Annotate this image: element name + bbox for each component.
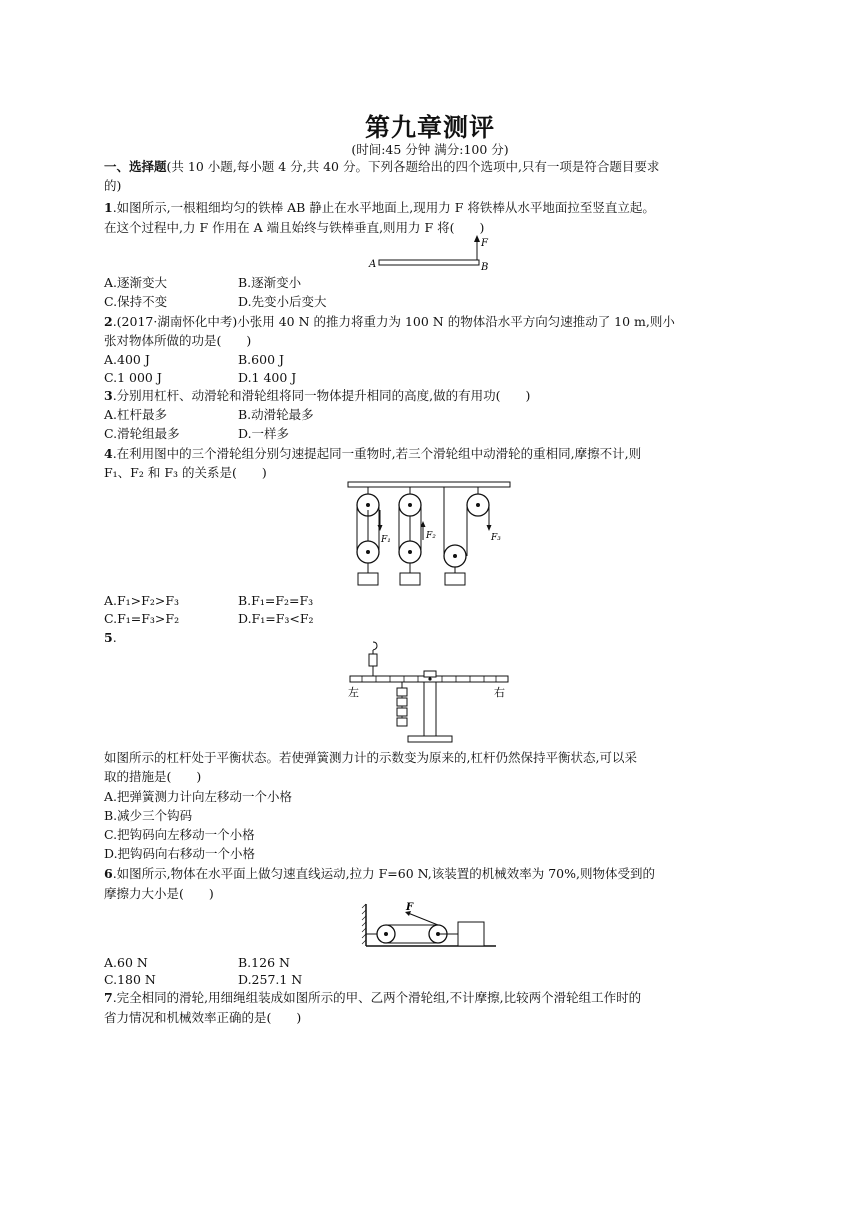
q4-option-d: D.F₁=F₃<F₂ [238,611,314,626]
q3-option-c: C.滑轮组最多 [104,426,180,441]
q6-option-d: D.257.1 N [238,972,303,987]
question-number: 7 [104,990,113,1005]
question-number: 3 [104,388,113,403]
q5-option-c: C.把钩码向左移动一个小格 [104,827,255,842]
q4-option-b: B.F₁=F₂=F₃ [238,593,314,608]
figure-iron-rod [365,234,495,276]
question-6-line-2: 摩擦力大小是( ) [104,886,214,901]
question-text: .在利用图中的三个滑轮组分别匀速提起同一重物时,若三个滑轮组中动滑轮的重相同,摩擦不计,则 [112,446,642,461]
weight-block [358,573,378,585]
question-6-line-1 [104,864,655,883]
figure-horizontal-pulley [360,900,500,950]
ceiling-beam [348,482,510,487]
weight-block [400,573,420,585]
q6-option-b: B.126 N [238,955,290,970]
question-number-dot: . [112,630,117,645]
pivot-cap [424,671,436,677]
question-4-line-1 [104,444,641,463]
lever-stand [424,682,436,736]
pivot-point [428,677,431,680]
question-text: .完全相同的滑轮,用细绳组装成如图所示的甲、乙两个滑轮组,不计摩擦,比较两个滑轮组工作时的 [112,990,642,1005]
q1-option-b: B.逐渐变小 [238,275,302,290]
label-a: A [369,259,377,270]
question-number: 2 [104,314,113,329]
q3-option-d: D.一样多 [238,426,290,441]
label-f2: F₂ [426,531,436,541]
question-3-line-1 [104,386,530,405]
iron-rod [379,260,479,265]
q1-option-d: D.先变小后变大 [238,294,327,309]
label-b: B [481,262,489,273]
weight-block [445,573,465,585]
label-right: 右 [494,686,505,699]
question-2-line-2: 张对物体所做的功是( ) [104,333,252,348]
q4-option-a: A.F₁>F₂>F₃ [104,593,179,608]
pulley-system-3 [444,487,501,585]
spring-scale [369,654,377,666]
question-text: .如图所示,一根粗细均匀的铁棒 AB 静止在水平地面上,现用力 F 将铁棒从水平地面拉至竖直立起。 [112,200,655,215]
question-number: 5 [104,630,113,645]
q4-option-c: C.F₁=F₃>F₂ [104,611,180,626]
q5-option-a: A.把弹簧测力计向左移动一个小格 [104,789,293,804]
label-f3: F₃ [491,533,501,543]
figure-pulley-systems [344,480,516,592]
question-text: .如图所示,物体在水平面上做匀速直线运动,拉力 F=60 N,该装置的机械效率为 70%,则物体受到的 [112,866,655,881]
question-number: 6 [104,866,113,881]
q2-option-a: A.400 J [104,352,150,367]
figure-lever-balance [344,640,516,748]
q3-option-a: A.杠杆最多 [104,407,168,422]
stand-base [408,736,452,742]
question-5-line-1: 如图所示的杠杆处于平衡状态。若使弹簧测力计的示数变为原来的,杠杆仍然保持平衡状态,可以采 [104,750,637,765]
question-text: .(2017·湖南怀化中考)小张用 40 N 的推力将重力为 100 N 的物体沿水平方向匀速推动了 10 m,则小 [112,314,675,329]
q5-option-d: D.把钩码向右移动一个小格 [104,846,256,861]
question-5-line-2: 取的措施是( ) [104,769,202,784]
q6-option-c: C.180 N [104,972,156,987]
q2-option-d: D.1 400 J [238,370,297,385]
question-number: 1 [104,200,113,215]
label-f1: F₁ [381,535,391,545]
label-f: F [481,238,488,249]
pulley-system-1 [357,487,391,585]
question-number: 4 [104,446,113,461]
q3-option-b: B.动滑轮最多 [238,407,314,422]
q1-option-a: A.逐渐变大 [104,275,168,290]
question-text: .分别用杠杆、动滑轮和滑轮组将同一物体提升相同的高度,做的有用功( ) [112,388,531,403]
question-1-line-1 [104,198,655,217]
question-4-line-2: F₁、F₂ 和 F₃ 的关系是( ) [104,465,267,480]
q2-option-c: C.1 000 J [104,370,162,385]
exam-time-score: (时间:45 分钟 满分:100 分) [351,142,509,157]
object-block [458,922,484,946]
section-label: 一、选择题 [104,159,167,174]
page-title: 第九章测评 [364,113,495,142]
q1-option-c: C.保持不变 [104,294,168,309]
force-arrow-head [474,235,480,242]
question-1-line-2: 在这个过程中,力 F 作用在 A 端且始终与铁棒垂直,则用力 F 将( ) [104,220,485,235]
question-2-line-1 [104,312,675,331]
pulley-system-2 [399,487,436,585]
q2-option-b: B.600 J [238,352,285,367]
question-7-line-1 [104,988,641,1007]
question-5-number [104,628,117,647]
spring-scale-hook [373,642,377,650]
q6-option-a: A.60 N [104,955,148,970]
question-7-line-2: 省力情况和机械效率正确的是( ) [104,1010,302,1025]
label-left: 左 [348,686,359,699]
section-intro-cont: 的) [104,178,122,193]
label-f: F [406,902,414,913]
section-intro: (共 10 小题,每小题 4 分,共 40 分。下列各题给出的四个选项中,只有一项是符合题目要求 [166,159,660,174]
q5-option-b: B.减少三个钩码 [104,808,193,823]
section-heading [104,157,659,176]
